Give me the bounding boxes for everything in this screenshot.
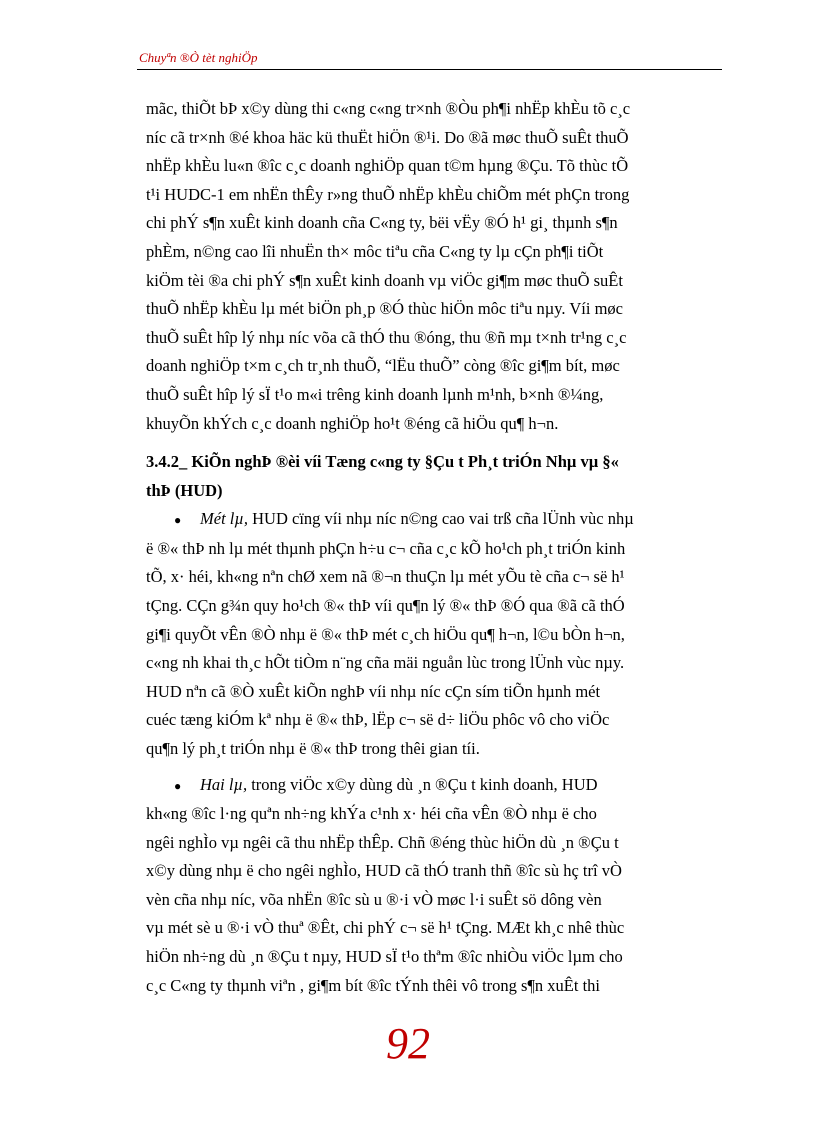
- text-line: qu¶n lý ph¸t triÓn nhµ ë ®« thÞ trong thêi gian tíi.: [146, 738, 480, 758]
- text-line: x©y dùng nhµ ë cho ngêi nghÌo, HUD cã thÓ tranh thñ ®îc sù hç trî vÒ: [146, 861, 622, 881]
- bullet-lead: Hai lµ,: [200, 774, 248, 794]
- text-line: t¹i HUDC-1 em nhËn thÊy r»ng thuÕ nhËp khÈu chiÕm mét phÇn trong: [146, 184, 630, 204]
- bullet-item-2: [146, 771, 720, 1001]
- heading-line: thÞ (HUD): [146, 480, 223, 500]
- text-line: gi¶i quyÕt vÊn ®Ò nhµ ë ®« thÞ mét c¸ch hiÖu qu¶ h¬n, l©u bÒn h¬n,: [146, 624, 625, 644]
- text-line: hiÖn nh÷ng dù ¸n ®Çu t nµy, HUD sÏ t¹o thªm ®îc nhiÒu viÖc lµm cho: [146, 947, 623, 967]
- text-line: ngêi nghÌo vµ ngêi cã thu nhËp thÊp. Chñ ®éng thùc hiÖn dù ¸n ®Çu t: [146, 832, 619, 852]
- text-line: phÈm, n©ng cao lîi nhuËn th× môc tiªu cña C«ng ty lµ cÇn ph¶i tiÕt: [146, 241, 604, 261]
- text-line: vµ mét sè u ®·i vÒ thuª ®Êt, chi phÝ c¬ së h¹ tÇng. MÆt kh¸c nhê thùc: [146, 918, 625, 938]
- bullet-item-1: [146, 505, 720, 763]
- text-line: khuyÕn khÝch c¸c doanh nghiÖp ho¹t ®éng cã hiÖu qu¶ h¬n.: [146, 413, 559, 433]
- text-line: HUD nªn cã ®Ò xuÊt kiÕn nghÞ víi nhµ níc cÇn sím tiÕn hµnh mét: [146, 681, 601, 701]
- text-line: tÕ, x· héi, kh«ng nªn chØ xem nã ®¬n thuÇn lµ mét yÕu tè cña c¬ së h¹: [146, 567, 625, 587]
- header-title: Chuyªn ®Ò tèt nghiÖp: [139, 50, 258, 65]
- text-line: vèn cña nhµ níc, võa nhËn ®îc sù u ®·i vÒ møc l·i suÊt sö dông vèn: [146, 889, 602, 909]
- bullet-first-line: [146, 771, 720, 801]
- text-line: nhËp khÈu lu«n ®îc c¸c doanh nghiÖp quan t©m hµng ®Çu. Tõ thùc tÕ: [146, 156, 629, 176]
- heading-line: 3.4.2_ KiÕn nghÞ ®èi víi Tæng c«ng ty §Çu t Ph¸t triÓn Nhµ vµ §«: [146, 452, 619, 472]
- text-line: thuÕ suÊt hîp lý nhµ níc võa cã thÓ thu ®óng, thu ®ñ mµ t×nh tr¹ng c¸c: [146, 327, 627, 347]
- text-line: kh«ng ®îc l·ng quªn nh÷ng khÝa c¹nh x· héi cña vÊn ®Ò nhµ ë cho: [146, 804, 597, 824]
- bullet-dot-icon: ●: [174, 778, 182, 793]
- paragraph-1: [146, 95, 720, 438]
- bullet-dot-icon: ●: [174, 513, 182, 528]
- section-heading: [146, 448, 720, 505]
- text-line: cuéc tæng kiÓm kª nhµ ë ®« thÞ, lËp c¬ së d÷ liÖu phôc vô cho viÖc: [146, 710, 610, 730]
- text-line: doanh nghiÖp t×m c¸ch tr¸nh thuÕ, “lËu thuÕ” còng ®îc gi¶m bít, møc: [146, 356, 620, 376]
- text-line: tÇng. CÇn g¾n quy ho¹ch ®« thÞ víi qu¶n lý ®« thÞ ®Ó qua ®ã cã thÓ: [146, 596, 625, 616]
- bullet-lead: Mét lµ,: [200, 509, 248, 529]
- bullet-text: trong viÖc x©y dùng dù ¸n ®Çu t kinh doanh, HUD: [247, 774, 598, 794]
- bullet-text: HUD cïng víi nhµ níc n©ng cao vai trß cña lÜnh vùc nhµ: [248, 509, 634, 529]
- text-line: chi phÝ s¶n xuÊt kinh doanh cña C«ng ty, bëi vËy ®Ó h¹ gi¸ thµnh s¶n: [146, 213, 618, 233]
- text-line: thuÕ suÊt hîp lý sÏ t¹o m«i trêng kinh doanh lµnh m¹nh, b×nh ®¼ng,: [146, 384, 604, 404]
- page-number: 92: [386, 1019, 430, 1068]
- text-line: kiÖm tèi ®a chi phÝ s¶n xuÊt kinh doanh vµ viÖc gi¶m møc thuÕ suÊt: [146, 270, 623, 290]
- text-line: c«ng nh khai th¸c hÕt tiÒm n¨ng cña mäi nguån lùc trong lÜnh vùc nµy.: [146, 653, 625, 673]
- text-line: thuÕ nhËp khÈu lµ mét biÖn ph¸p ®Ó thùc hiÖn môc tiªu nµy. Víi møc: [146, 299, 623, 319]
- text-line: c¸c C«ng ty thµnh viªn , gi¶m bít ®îc tÝnh thêi vô trong s¶n xuÊt thi: [146, 975, 601, 995]
- text-line: ë ®« thÞ nh lµ mét thµnh phÇn h÷u c¬ cña c¸c kÕ ho¹ch ph¸t triÓn kinh: [146, 538, 626, 558]
- page-header: [137, 49, 722, 70]
- page-body: [146, 95, 720, 1000]
- text-line: mãc, thiÕt bÞ x©y dùng thi c«ng c«ng tr×nh ®Òu ph¶i nhËp khÈu tõ c¸c: [146, 99, 631, 118]
- bullet-first-line: [146, 505, 720, 535]
- text-line: níc cã tr×nh ®é khoa häc kü thuËt hiÖn ®¹i. Do ®ã møc thuÕ suÊt thuÕ: [146, 127, 629, 147]
